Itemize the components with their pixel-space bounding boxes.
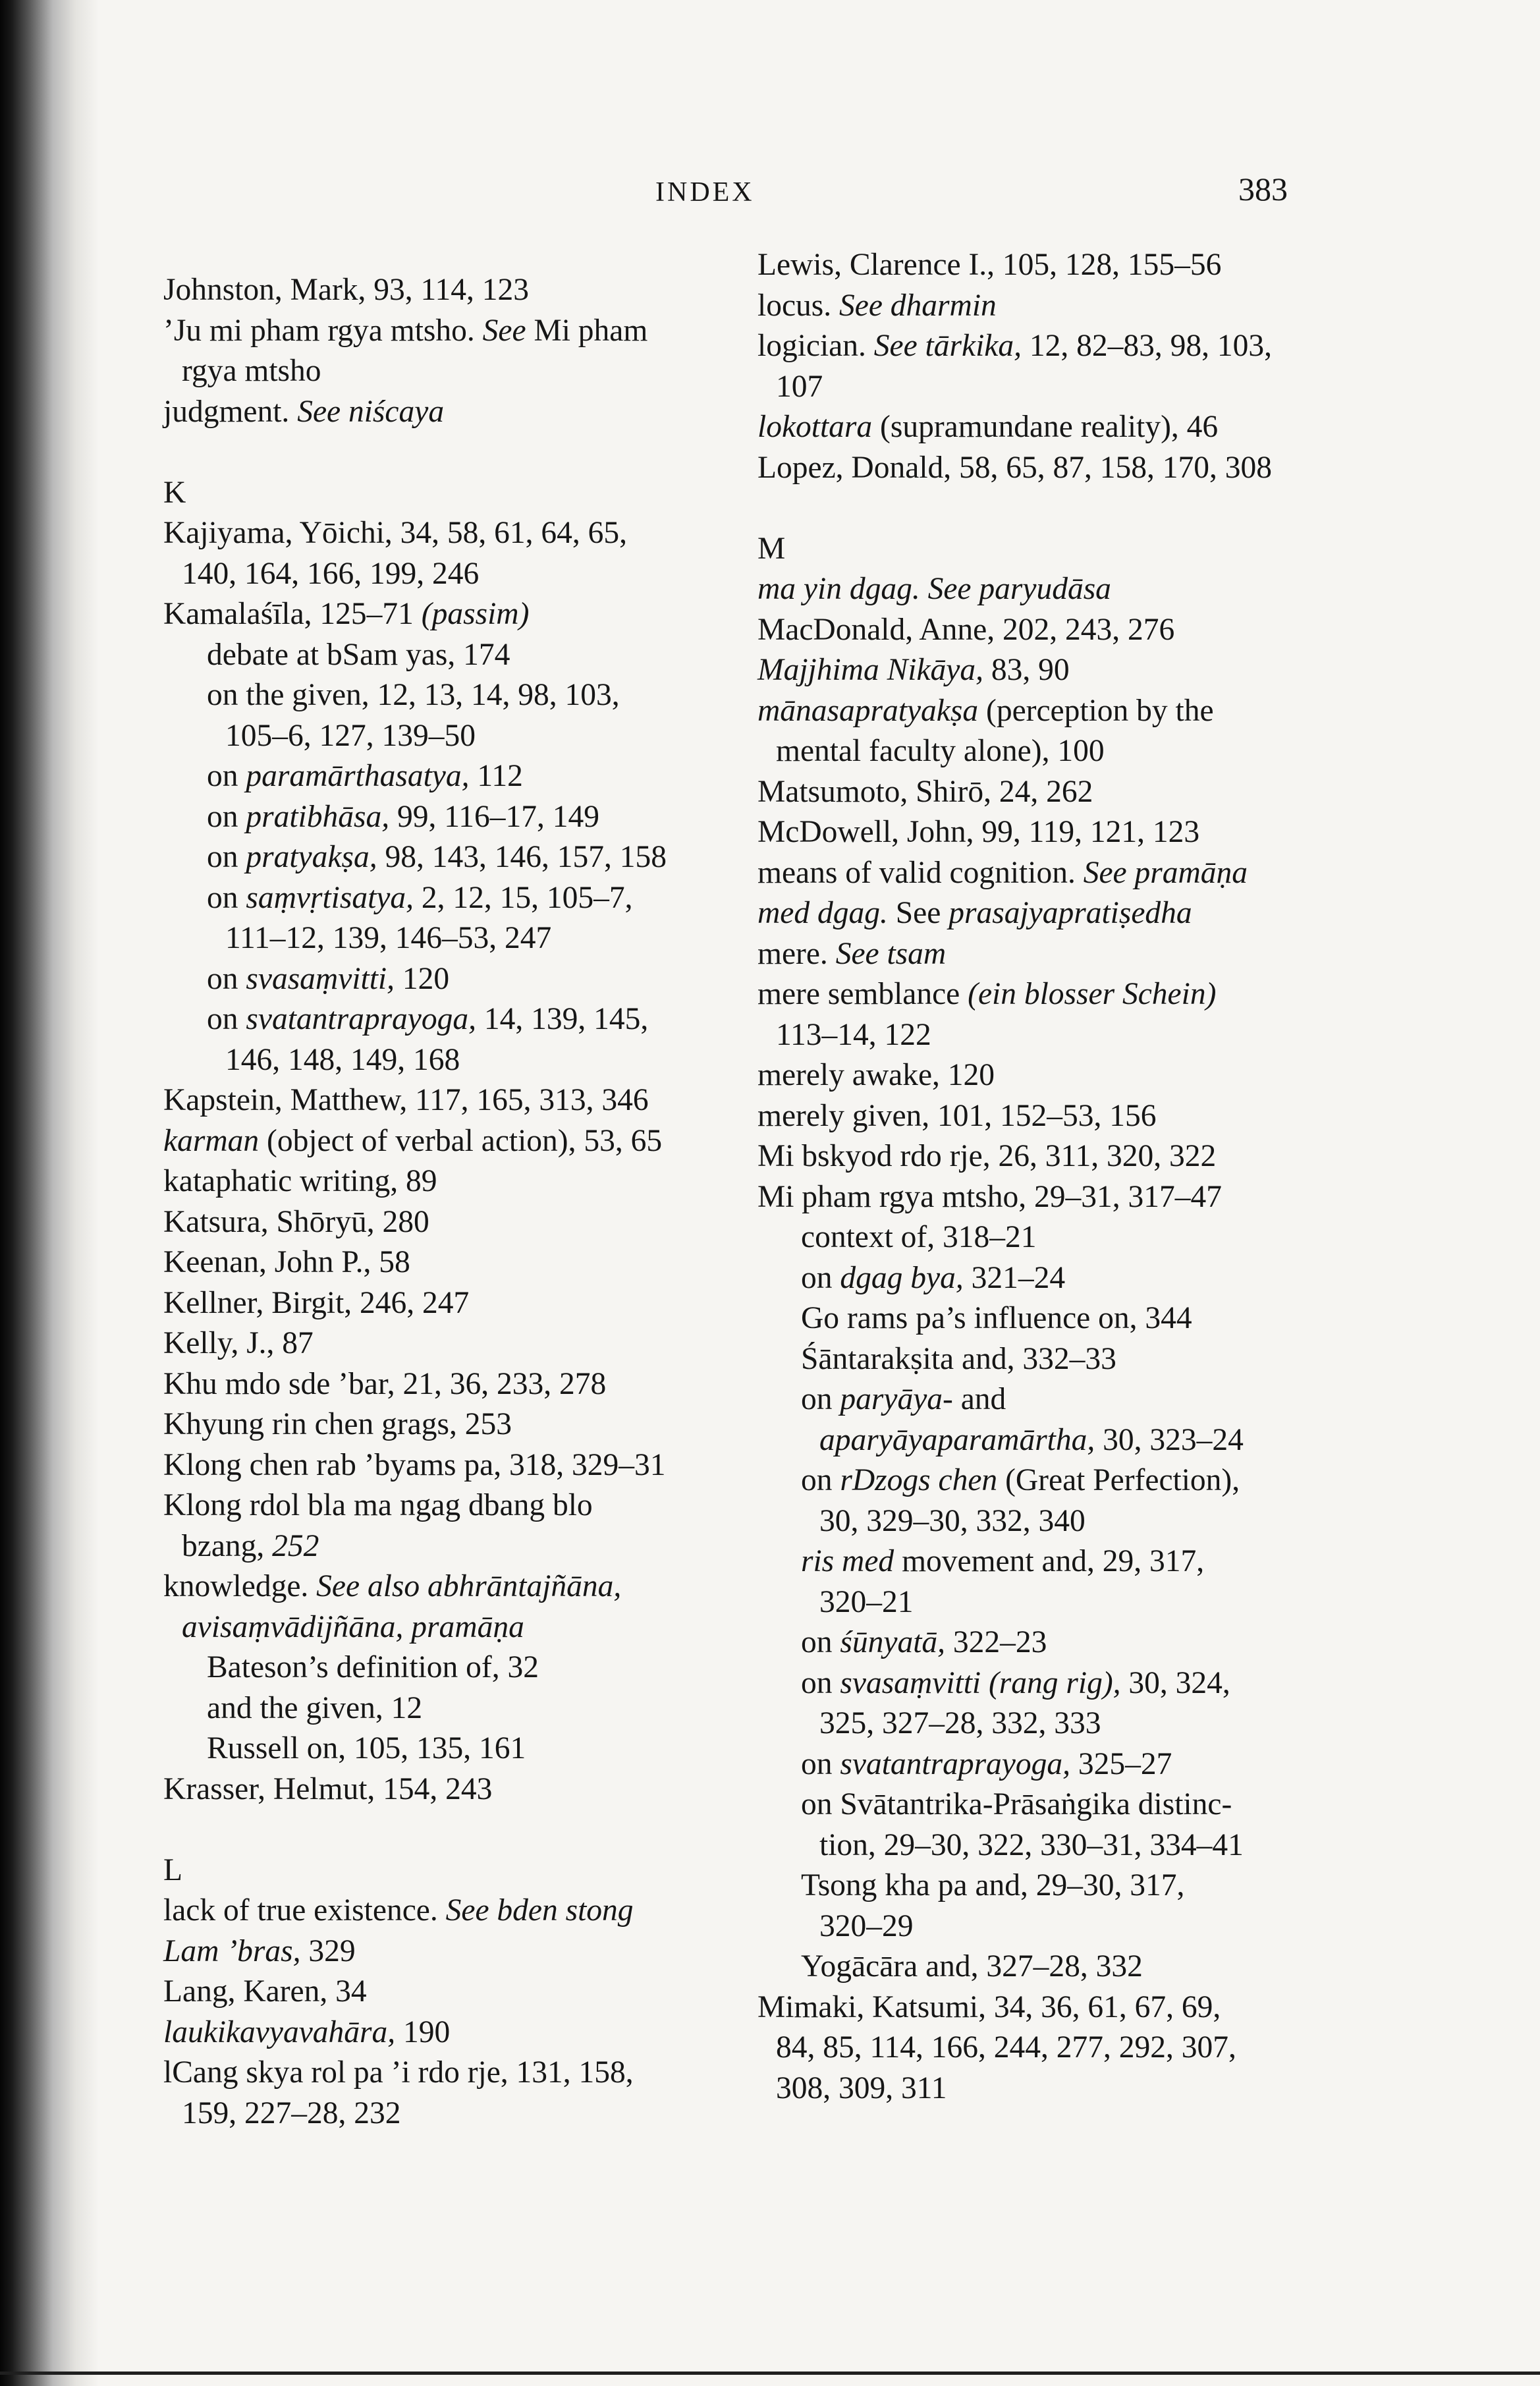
index-entry	[757, 569, 1284, 610]
italic-term: svatantraprayoga,	[246, 1002, 477, 1036]
entry-text: Lang, Karen, 34	[163, 1974, 367, 2009]
index-entry	[757, 2068, 1284, 2109]
entry-text: 99, 116–17, 149	[389, 799, 599, 834]
index-entry	[757, 1096, 1284, 1137]
entry-text: on Svātantrika-Prāsaṅgika distinc-	[801, 1787, 1232, 1821]
entry-text: on	[801, 1382, 840, 1416]
index-entry	[757, 731, 1284, 772]
index-entry	[163, 351, 730, 392]
entry-text: 12, 82–83, 98, 103,	[1021, 329, 1272, 363]
entry-text: 30, 323–24	[1095, 1422, 1244, 1457]
entry-text: merely awake, 120	[757, 1058, 995, 1092]
index-entry	[163, 1080, 730, 1121]
index-entry	[163, 1323, 730, 1364]
italic-term: See pramāṇa	[1083, 855, 1248, 890]
index-subentry	[757, 1825, 1284, 1866]
italic-term: See also abhrāntajñāna,	[316, 1569, 622, 1603]
italic-term: svasaṃvitti (rang rig),	[840, 1665, 1121, 1700]
index-subentry	[163, 675, 730, 716]
entry-text: on	[207, 961, 246, 996]
entry-text: See	[887, 896, 949, 930]
italic-term: paryāya-	[840, 1382, 953, 1416]
page-bottom-edge	[0, 2372, 1540, 2375]
index-subentry	[757, 1217, 1284, 1258]
index-entry	[163, 2012, 730, 2053]
index-entry	[163, 1242, 730, 1283]
index-entry	[757, 772, 1284, 813]
italic-term: paramārthasatya,	[246, 759, 470, 793]
index-subentry	[163, 797, 730, 838]
index-entry	[757, 610, 1284, 651]
entry-text: 308, 309, 311	[776, 2070, 947, 2105]
index-entry	[163, 1121, 730, 1162]
entry-text: Yogācāra and, 327–28, 332	[801, 1949, 1143, 1984]
italic-term: ris med	[801, 1544, 894, 1578]
entry-text: 14, 139, 145,	[476, 1002, 649, 1036]
italic-term: śūnyatā,	[840, 1625, 946, 1659]
index-entry	[163, 1607, 730, 1648]
entry-text: Mimaki, Katsumi, 34, 36, 61, 67, 69,	[757, 1989, 1221, 2024]
entry-text: movement and, 29, 317,	[894, 1544, 1205, 1578]
entry-text: locus.	[757, 288, 840, 323]
index-subentry	[163, 959, 730, 1000]
entry-text: 107	[776, 369, 823, 404]
index-entry	[163, 1202, 730, 1243]
index-entry	[163, 594, 730, 635]
index-entry	[163, 1485, 730, 1526]
index-subentry	[757, 1541, 1284, 1582]
index-subentry	[163, 635, 730, 676]
entry-text: bzang,	[182, 1528, 273, 1563]
index-entry	[757, 691, 1284, 732]
italic-term: See tārkika,	[873, 329, 1022, 363]
entry-text: Lopez, Donald, 58, 65, 87, 158, 170, 308	[757, 450, 1273, 485]
entry-text: McDowell, John, 99, 119, 121, 123	[757, 815, 1200, 849]
entry-text: Go rams pa’s influence on, 344	[801, 1301, 1192, 1335]
entry-text: Kelly, J., 87	[163, 1326, 314, 1360]
entry-text: M	[757, 531, 786, 566]
index-subentry	[163, 918, 730, 959]
entry-text: on the given, 12, 13, 14, 98, 103,	[207, 678, 620, 712]
index-subentry	[757, 1582, 1284, 1623]
italic-term: laukikavyavahāra,	[163, 2014, 396, 2049]
entry-text: 140, 164, 166, 199, 246	[182, 556, 480, 591]
entry-text: rgya mtsho	[182, 354, 321, 388]
entry-text: 320–21	[819, 1584, 914, 1619]
entry-text: Khu mdo sde ’bar, 21, 36, 233, 278	[163, 1366, 607, 1401]
index-entry	[163, 1972, 730, 2012]
index-entry	[757, 853, 1284, 894]
index-entry	[757, 407, 1284, 448]
index-subentry	[163, 1648, 730, 1688]
index-subentry	[163, 837, 730, 878]
italic-term: Majjhima Nikāya,	[757, 653, 984, 687]
entry-text: and	[952, 1382, 1006, 1416]
index-entry	[163, 1445, 730, 1486]
italic-term: ma yin dgag. See paryudāsa	[757, 572, 1111, 606]
index-entry	[757, 893, 1284, 934]
entry-text: Kellner, Birgit, 246, 247	[163, 1285, 470, 1320]
index-subentry	[163, 756, 730, 797]
italic-term: dgag bya,	[840, 1260, 964, 1295]
index-entry	[757, 2028, 1284, 2068]
index-subentry	[163, 1040, 730, 1081]
entry-text: Keenan, John P., 58	[163, 1245, 410, 1279]
italic-term: (passim)	[421, 597, 530, 631]
index-subentry	[757, 1379, 1284, 1420]
entry-text: Matsumoto, Shirō, 24, 262	[757, 774, 1093, 809]
entry-text: on	[207, 799, 246, 834]
entry-text: 2, 12, 15, 105–7,	[414, 880, 633, 915]
index-subentry	[757, 1866, 1284, 1906]
index-subentry	[757, 1704, 1284, 1744]
entry-text: (perception by the	[978, 693, 1214, 728]
entry-text: 190	[395, 2014, 451, 2049]
section-gap	[163, 432, 730, 473]
index-entry	[757, 286, 1284, 327]
entry-text: 320–29	[819, 1908, 914, 1943]
entry-text: Bateson’s definition of, 32	[207, 1650, 539, 1684]
index-entry	[163, 1526, 730, 1567]
entry-text: on	[801, 1260, 840, 1295]
section-gap	[163, 1810, 730, 1850]
entry-text: Russell on, 105, 135, 161	[207, 1731, 526, 1765]
entry-text: Mi pham rgya mtsho, 29–31, 317–47	[757, 1179, 1223, 1214]
italic-term: See	[482, 313, 526, 348]
index-entry	[757, 326, 1284, 367]
entry-text: L	[163, 1852, 183, 1887]
index-subentry	[757, 1339, 1284, 1380]
entry-text: Tsong kha pa and, 29–30, 317,	[801, 1868, 1185, 1902]
entry-text: Lewis, Clarence I., 105, 128, 155–56	[757, 248, 1222, 282]
entry-text: lack of true existence.	[163, 1893, 446, 1928]
italic-term: karman	[163, 1123, 260, 1158]
index-entry	[163, 2053, 730, 2094]
entry-text: Klong rdol bla ma ngag dbang blo	[163, 1488, 593, 1522]
entry-text: tion, 29–30, 322, 330–31, 334–41	[819, 1827, 1244, 1862]
index-column-right	[757, 245, 1284, 2109]
index-entry	[163, 1161, 730, 1202]
index-entry	[163, 1931, 730, 1972]
page-number: 383	[1238, 171, 1288, 208]
entry-text: on	[207, 840, 246, 874]
italic-term: See tsam	[835, 936, 947, 971]
index-subentry	[757, 1501, 1284, 1542]
running-header: INDEX	[655, 177, 755, 208]
italic-term: saṃvṛtisatya,	[246, 880, 414, 915]
index-entry	[757, 974, 1284, 1015]
entry-text: knowledge.	[163, 1569, 317, 1603]
entry-text: Mi pham	[526, 313, 648, 348]
entry-text: debate at bSam yas, 174	[207, 637, 510, 672]
entry-text: on	[207, 880, 246, 915]
entry-text: 111–12, 139, 146–53, 247	[225, 921, 552, 955]
entry-text: on	[207, 759, 246, 793]
index-entry	[163, 1404, 730, 1445]
index-subentry	[757, 1420, 1284, 1461]
entry-text: 146, 148, 149, 168	[225, 1042, 460, 1077]
italic-term: See niścaya	[297, 394, 445, 429]
entry-text: ’Ju mi pham rgya mtsho.	[163, 313, 483, 348]
index-entry	[757, 1987, 1284, 2028]
index-subentry	[757, 1460, 1284, 1501]
italic-term: med dgag.	[757, 896, 888, 930]
entry-text: on	[801, 1746, 840, 1781]
italic-term: svasaṃvitti,	[246, 961, 395, 996]
entry-text: on	[801, 1665, 840, 1700]
entry-text: Krasser, Helmut, 154, 243	[163, 1771, 493, 1806]
index-entry	[757, 934, 1284, 975]
entry-text: on	[207, 1002, 246, 1036]
index-subentry	[163, 999, 730, 1040]
section-gap	[757, 488, 1284, 529]
index-entry	[163, 513, 730, 554]
index-entry	[163, 270, 730, 311]
entry-text: Kamalaśīla, 125–71	[163, 597, 422, 631]
index-subentry	[163, 1688, 730, 1729]
entry-text: 83, 90	[983, 653, 1070, 687]
index-entry	[163, 2094, 730, 2134]
italic-term: pratibhāsa,	[246, 799, 390, 834]
entry-text: Mi bskyod rdo rje, 26, 311, 320, 322	[757, 1139, 1217, 1173]
entry-text: Klong chen rab ’byams pa, 318, 329–31	[163, 1447, 666, 1482]
index-entry	[757, 650, 1284, 691]
index-subentry	[757, 1744, 1284, 1785]
index-subentry	[163, 878, 730, 919]
entry-text: context of, 318–21	[801, 1220, 1037, 1254]
index-subentry	[757, 1258, 1284, 1299]
entry-text: kataphatic writing, 89	[163, 1164, 437, 1198]
entry-text: 113–14, 122	[776, 1017, 931, 1052]
italic-term: lokottara	[757, 410, 873, 444]
index-entry	[163, 1283, 730, 1324]
index-entry	[163, 311, 730, 352]
index-entry	[163, 1769, 730, 1810]
section-letter	[163, 473, 730, 514]
index-entry	[163, 1891, 730, 1931]
entry-text: mere.	[757, 936, 836, 971]
entry-text: (Great Perfection),	[997, 1463, 1240, 1497]
entry-text: 159, 227–28, 232	[182, 2095, 401, 2130]
entry-text: 105–6, 127, 139–50	[225, 718, 476, 753]
index-subentry	[757, 1663, 1284, 1704]
italic-term: mānasapratyakṣa	[757, 693, 979, 728]
italic-term: pratyakṣa,	[246, 840, 377, 874]
entry-text: 30, 329–30, 332, 340	[819, 1503, 1086, 1538]
entry-text: 325, 327–28, 332, 333	[819, 1706, 1101, 1740]
italic-term: rDzogs chen	[840, 1463, 998, 1497]
section-letter	[757, 529, 1284, 570]
index-entry	[757, 1055, 1284, 1096]
index-subentry	[757, 1623, 1284, 1663]
index-entry	[757, 448, 1284, 489]
entry-text: 84, 85, 114, 166, 244, 277, 292, 307,	[776, 2030, 1236, 2065]
entry-text: Kapstein, Matthew, 117, 165, 313, 346	[163, 1083, 649, 1117]
italic-term: See dharmin	[839, 288, 997, 323]
entry-text: Kajiyama, Yōichi, 34, 58, 61, 64, 65,	[163, 516, 628, 550]
book-binding-shadow	[0, 0, 99, 2386]
entry-text: 322–23	[945, 1625, 1047, 1659]
entry-text: 325–27	[1070, 1746, 1172, 1781]
section-letter	[163, 1850, 730, 1891]
index-subentry	[163, 716, 730, 757]
index-entry	[163, 1567, 730, 1607]
entry-text: logician.	[757, 329, 874, 363]
index-entry	[757, 245, 1284, 286]
italic-term: avisaṃvādijñāna, pramāṇa	[182, 1609, 524, 1644]
entry-text: (object of verbal action), 53, 65	[259, 1123, 663, 1158]
entry-text: 329	[300, 1933, 356, 1968]
entry-text: Katsura, Shōryū, 280	[163, 1204, 429, 1239]
index-column-left	[163, 270, 730, 2134]
entry-text: judgment.	[163, 394, 298, 429]
index-entry	[757, 1177, 1284, 1218]
entry-text: (supramundane reality), 46	[872, 410, 1219, 444]
entry-text: merely given, 101, 152–53, 156	[757, 1098, 1157, 1133]
entry-text: on	[801, 1625, 840, 1659]
entry-text: Śāntarakṣita and, 332–33	[801, 1341, 1116, 1376]
index-subentry	[163, 1729, 730, 1769]
entry-text: lCang skya rol pa ’i rdo rje, 131, 158,	[163, 2055, 634, 2090]
italic-term: prasajyapratiṣedha	[949, 896, 1192, 930]
italic-term: aparyāyaparamārtha,	[819, 1422, 1095, 1457]
index-entry	[757, 1136, 1284, 1177]
entry-text: MacDonald, Anne, 202, 243, 276	[757, 612, 1175, 647]
italic-term: See bden stong	[445, 1893, 634, 1928]
index-subentry	[757, 1298, 1284, 1339]
index-entry	[163, 392, 730, 433]
entry-text: K	[163, 475, 186, 510]
index-entry	[757, 367, 1284, 408]
index-entry	[757, 1015, 1284, 1056]
index-entry	[163, 1364, 730, 1405]
index-subentry	[757, 1947, 1284, 1987]
index-subentry	[757, 1785, 1284, 1825]
entry-text: mental faculty alone), 100	[776, 734, 1105, 768]
entry-text: and the given, 12	[207, 1690, 423, 1725]
entry-text: 112	[469, 759, 523, 793]
italic-term: svatantraprayoga,	[840, 1746, 1071, 1781]
entry-text: Johnston, Mark, 93, 114, 123	[163, 273, 530, 307]
entry-text: 98, 143, 146, 157, 158	[377, 840, 667, 874]
italic-term: Lam ’bras,	[163, 1933, 301, 1968]
entry-text: 30, 324,	[1120, 1665, 1230, 1700]
index-entry	[757, 812, 1284, 853]
entry-text: on	[801, 1463, 840, 1497]
index-entry	[163, 554, 730, 595]
entry-text: means of valid cognition.	[757, 855, 1084, 890]
italic-term: 252	[272, 1528, 319, 1563]
index-subentry	[757, 1906, 1284, 1947]
entry-text: 321–24	[963, 1260, 1066, 1295]
italic-term: (ein blosser Schein)	[968, 977, 1217, 1011]
entry-text: Khyung rin chen grags, 253	[163, 1407, 512, 1441]
entry-text: mere semblance	[757, 977, 968, 1011]
entry-text: 120	[394, 961, 450, 996]
